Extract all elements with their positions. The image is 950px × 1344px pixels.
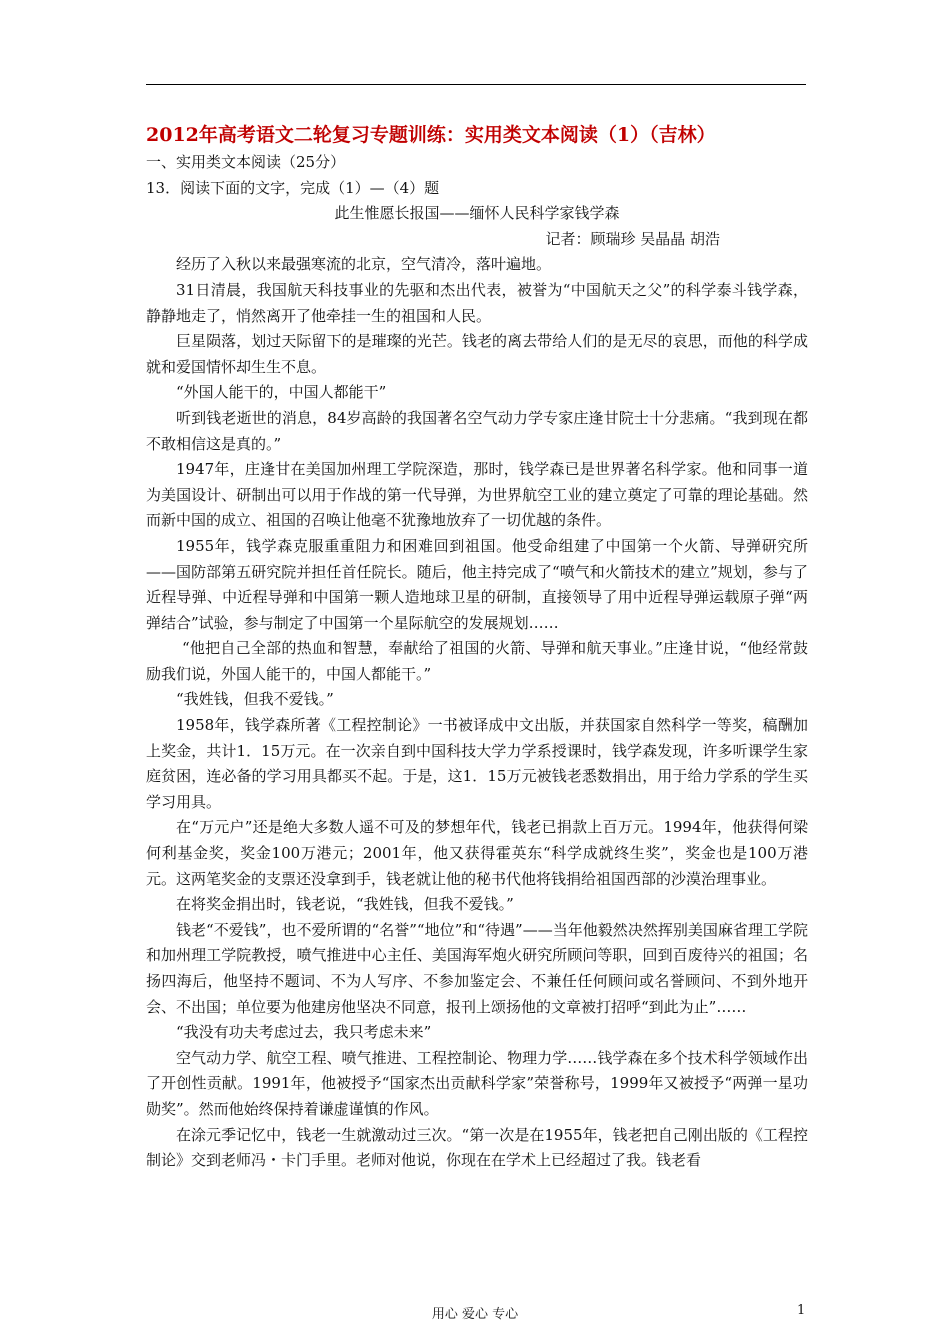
paragraph: 31日清晨，我国航天科技事业的先驱和杰出代表，被誉为“中国航天之父”的科学泰斗钱学森，静静地走了，悄然离开了他牵挂一生的祖国和人民。 [146,280,808,325]
subheading: “我没有功夫考虑过去，我只考虑未来” [176,1023,432,1042]
paragraph: 1958年，钱学森所著《工程控制论》一书被译成中文出版，并获国家自然科学一等奖，稿酬加上奖金，共计1．15万元。在一次亲自到中国科技大学力学系授课时，钱学森发现，许多听课学生家庭贫困，连必备的学习用具都买不起。于是，这1．15万元被钱老悉数捐出，用于给力学系的学生买学习用具。 [146,716,808,811]
paragraph: 在涂元季记忆中，钱老一生就激动过三次。“第一次是在1955年，钱老把自己刚出版的《工程控制论》交到老师冯・卡门手里。老师对他说，你现在在学术上已经超过了我。钱老看 [146,1125,808,1170]
header-rule [146,84,806,85]
page-number: 1 [797,1303,806,1318]
paragraph: 1955年，钱学森克服重重阻力和困难回到祖国。他受命组建了中国第一个火箭、导弹研究所——国防部第五研究院并担任首任院长。随后，他主持完成了“喷气和火箭技术的建立”规划，参与了近程导弹、中近程导弹和中国第一颗人造地球卫星的研制，直接领导了用中近程导弹运载原子弹“两弹结合”试验，参与制定了中国第一个星际航空的发展规划…… [146,536,808,632]
subheading: “外国人能干的，中国人都能干” [176,383,387,402]
section-heading: 一、实用类文本阅读（25分） [146,153,346,171]
paragraph: 1947年，庄逢甘在美国加州理工学院深造，那时，钱学森已是世界著名科学家。他和同事一道为美国设计、研制出可以用于作战的第一代导弹，为世界航空工业的建立奠定了可靠的理论基础。然而新中国的成立、祖国的召唤让他毫不犹豫地放弃了一切优越的条件。 [146,460,808,530]
paragraph: 听到钱老逝世的消息，84岁高龄的我国著名空气动力学专家庄逢甘院士十分悲痛。“我到现在都不敢相信这是真的。” [146,408,808,453]
paragraph: 钱老“不爱钱”，也不爱所谓的“名誉”“地位”和“待遇”——当年他毅然决然挥别美国麻省理工学院和加州理工学院教授，喷气推进中心主任、美国海军炮火研究所顾问等职，回到百废待兴的祖国；名扬四海后，他坚持不题词、不为人写序、不参加鉴定会、不兼任任何顾问或名誉顾问、不到外地开会、不出国；单位要为他建房他坚决不同意，报刊上颂扬他的文章被打招呼“到此为止”…… [146,920,808,1016]
paragraph: 在“万元户”还是绝大多数人遥不可及的梦想年代，钱老已捐款上百万元。1994年，他获得何梁何利基金奖，奖金100万港元；2001年，他又获得霍英东“科学成就终生奖”，奖金也是100万港元。这两笔奖金的支票还没拿到手，钱老就让他的秘书代他将钱捐给祖国西部的沙漠治理事业。 [146,818,808,888]
page-footer: 用心 爱心 专心 [431,1307,519,1322]
paragraph: 经历了入秋以来最强寒流的北京，空气清冷，落叶遍地。 [176,255,552,274]
article-byline: 记者：顾瑞珍 吴晶晶 胡浩 [545,229,720,248]
paragraph: 巨星陨落，划过天际留下的是璀璨的光芒。钱老的离去带给人们的是无尽的哀思，而他的科学成就和爱国情怀却生生不息。 [146,332,808,376]
document-page [146,120,808,1174]
subheading: “我姓钱，但我不爱钱。” [176,690,334,709]
paragraph: “他把自己全部的热血和智慧，奉献给了祖国的火箭、导弹和航天事业。”庄逢甘说，“他经常鼓励我们说，外国人能干的，中国人都能干。” [146,639,808,683]
question-prompt: 13．阅读下面的文字，完成（1）—（4）题 [146,178,440,197]
article-title: 此生惟愿长报国——缅怀人民科学家钱学森 [334,204,620,223]
document-title: 2012年高考语文二轮复习专题训练：实用类文本阅读（1）（吉林） [146,124,716,146]
paragraph: 空气动力学、航空工程、喷气推进、工程控制论、物理力学……钱学森在多个技术科学领域作出了开创性贡献。1991年，他被授予“国家杰出贡献科学家”荣誉称号，1999年又被授予“两弹一星功勋奖”。然而他始终保持着谦虚谨慎的作风。 [146,1048,808,1118]
paragraph: 在将奖金捐出时，钱老说，“我姓钱，但我不爱钱。” [176,895,514,914]
